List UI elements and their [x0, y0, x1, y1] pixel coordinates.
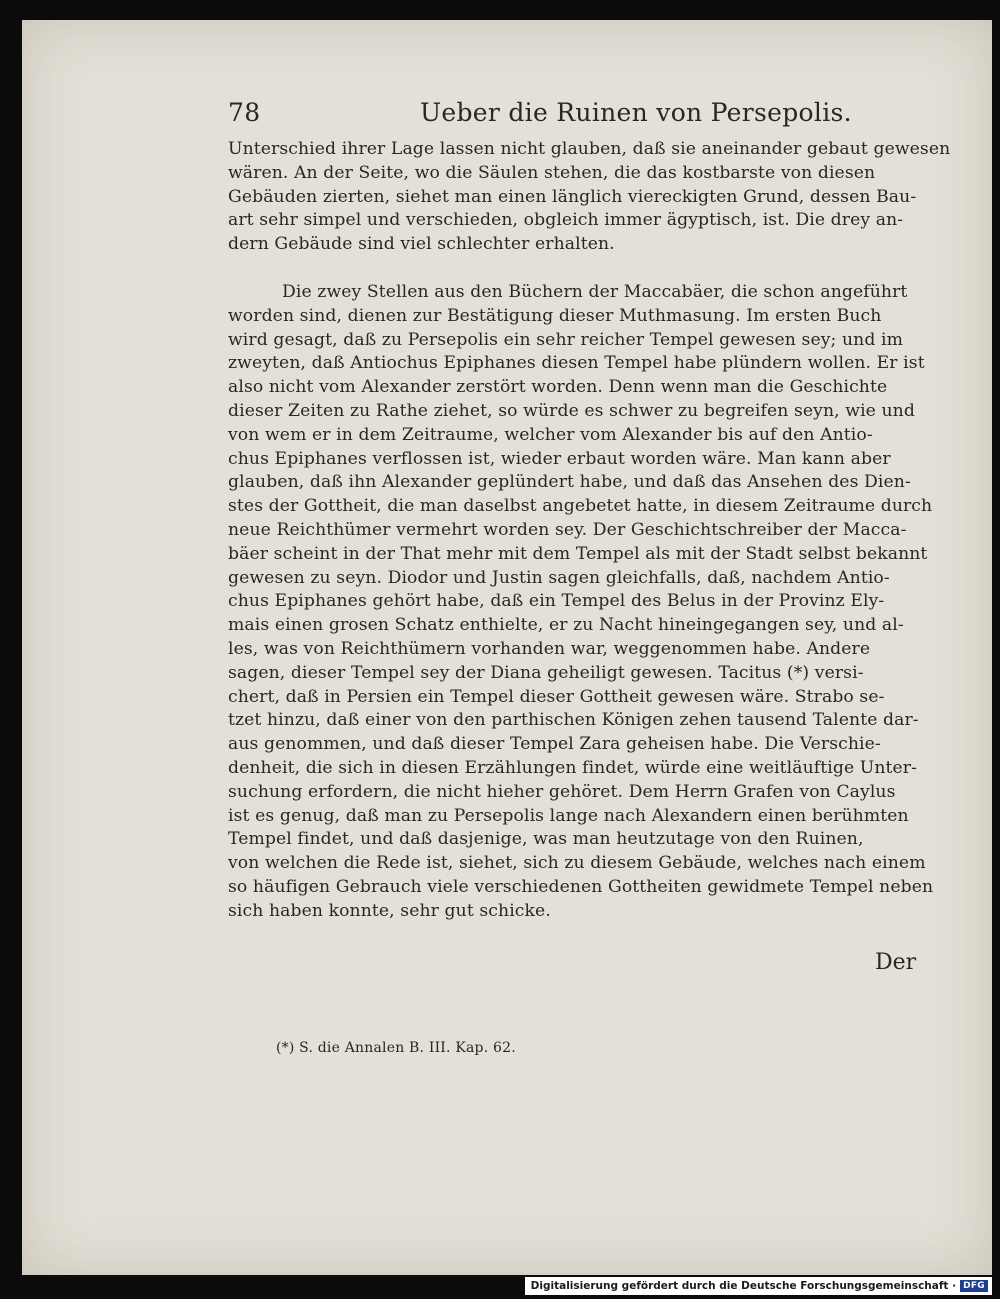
text-line: stes der Gottheit, die man daselbst angebetet hatte, in diesem Zeitraume durch	[228, 496, 933, 517]
book-page	[22, 20, 992, 1275]
text-line: Gebäuden zierten, siehet man einen länglich viereckigten Grund, dessen Bau-	[228, 186, 917, 207]
text-line: denheit, die sich in diesen Erzählungen findet, würde eine weitläuftige Unter-	[228, 757, 918, 778]
text-line: Unterschied ihrer Lage lassen nicht glauben, daß sie aneinander gebaut gewesen	[228, 139, 951, 159]
text-line: art sehr simpel und verschieden, obgleich immer ägyptisch, ist. Die drey an-	[228, 210, 904, 231]
text-line: mais einen grosen Schatz enthielte, er zu Nacht hineingegangen sey, und al-	[228, 615, 904, 636]
text-line: aus genommen, und daß dieser Tempel Zara geheisen habe. Die Verschie-	[228, 734, 881, 755]
text-line: les, was von Reichthümern vorhanden war, weggenommen habe. Andere	[228, 638, 871, 659]
footnote: (*) S. die Annalen B. III. Kap. 62.	[276, 1040, 516, 1056]
text-line: chert, daß in Persien ein Tempel dieser Gottheit gewesen wäre. Strabo se-	[228, 686, 885, 707]
text-line: chus Epiphanes gehört habe, daß ein Tempel des Belus in der Provinz Ely-	[228, 591, 885, 612]
page-content	[228, 98, 951, 1056]
text-line: dern Gebäude sind viel schlechter erhalten.	[228, 234, 615, 255]
text-line: so häufigen Gebrauch viele verschiedenen Gottheiten gewidmete Tempel neben	[228, 876, 934, 897]
text-line: dieser Zeiten zu Rathe ziehet, so würde es schwer zu begreifen seyn, wie und	[228, 400, 915, 421]
text-line: gewesen zu seyn. Diodor und Justin sagen gleichfalls, daß, nachdem Antio-	[228, 567, 890, 588]
text-line: wären. An der Seite, wo die Säulen stehen, die das kostbarste von diesen	[228, 162, 876, 183]
text-line: glauben, daß ihn Alexander geplündert habe, und daß das Ansehen des Dien-	[228, 472, 911, 493]
text-line: Die zwey Stellen aus den Büchern der Maccabäer, die schon angeführt	[282, 281, 908, 302]
catchword: Der	[875, 950, 917, 975]
text-line: bäer scheint in der That mehr mit dem Tempel als mit der Stadt selbst bekannt	[228, 543, 928, 564]
text-line: tzet hinzu, daß einer von den parthischen Königen zehen tausend Talente dar-	[228, 710, 919, 731]
text-line: worden sind, dienen zur Bestätigung dieser Muthmasung. Im ersten Buch	[228, 305, 882, 326]
paragraph-2	[228, 281, 934, 924]
text-line: von welchen die Rede ist, siehet, sich zu diesem Gebäude, welches nach einem	[228, 853, 926, 874]
page-number: 78	[228, 98, 261, 127]
text-line: zweyten, daß Antiochus Epiphanes diesen Tempel habe plündern wollen. Er ist	[228, 353, 925, 374]
text-line: wird gesagt, daß zu Persepolis ein sehr reicher Tempel gewesen sey; und im	[228, 329, 903, 350]
credit-text: Digitalisierung gefördert durch die Deutsche Forschungsgemeinschaft ·	[530, 1280, 957, 1292]
text-line: von wem er in dem Zeitraume, welcher vom Alexander bis auf den Antio-	[228, 424, 873, 445]
text-line: sagen, dieser Tempel sey der Diana geheiligt gewesen. Tacitus (*) versi-	[228, 662, 864, 683]
running-title: Ueber die Ruinen von Persepolis.	[420, 98, 852, 127]
dfg-logo-icon: DFG	[960, 1280, 988, 1292]
paragraph-1	[228, 138, 951, 257]
text-line: suchung erfordern, die nicht hieher gehöret. Dem Herrn Grafen von Caylus	[228, 781, 896, 802]
digitization-credit	[525, 1277, 992, 1295]
text-line: ist es genug, daß man zu Persepolis lange nach Alexandern einen berühmten	[228, 805, 909, 826]
text-line: chus Epiphanes verflossen ist, wieder erbaut worden wäre. Man kann aber	[228, 448, 891, 469]
text-line: sich haben konnte, sehr gut schicke.	[228, 900, 551, 921]
text-line: also nicht vom Alexander zerstört worden. Denn wenn man die Geschichte	[228, 377, 888, 398]
text-line: neue Reichthümer vermehrt worden sey. Der Geschichtschreiber der Macca-	[228, 519, 907, 540]
running-head	[228, 98, 918, 134]
text-line: Tempel findet, und daß dasjenige, was man heutzutage von den Ruinen,	[228, 829, 864, 850]
